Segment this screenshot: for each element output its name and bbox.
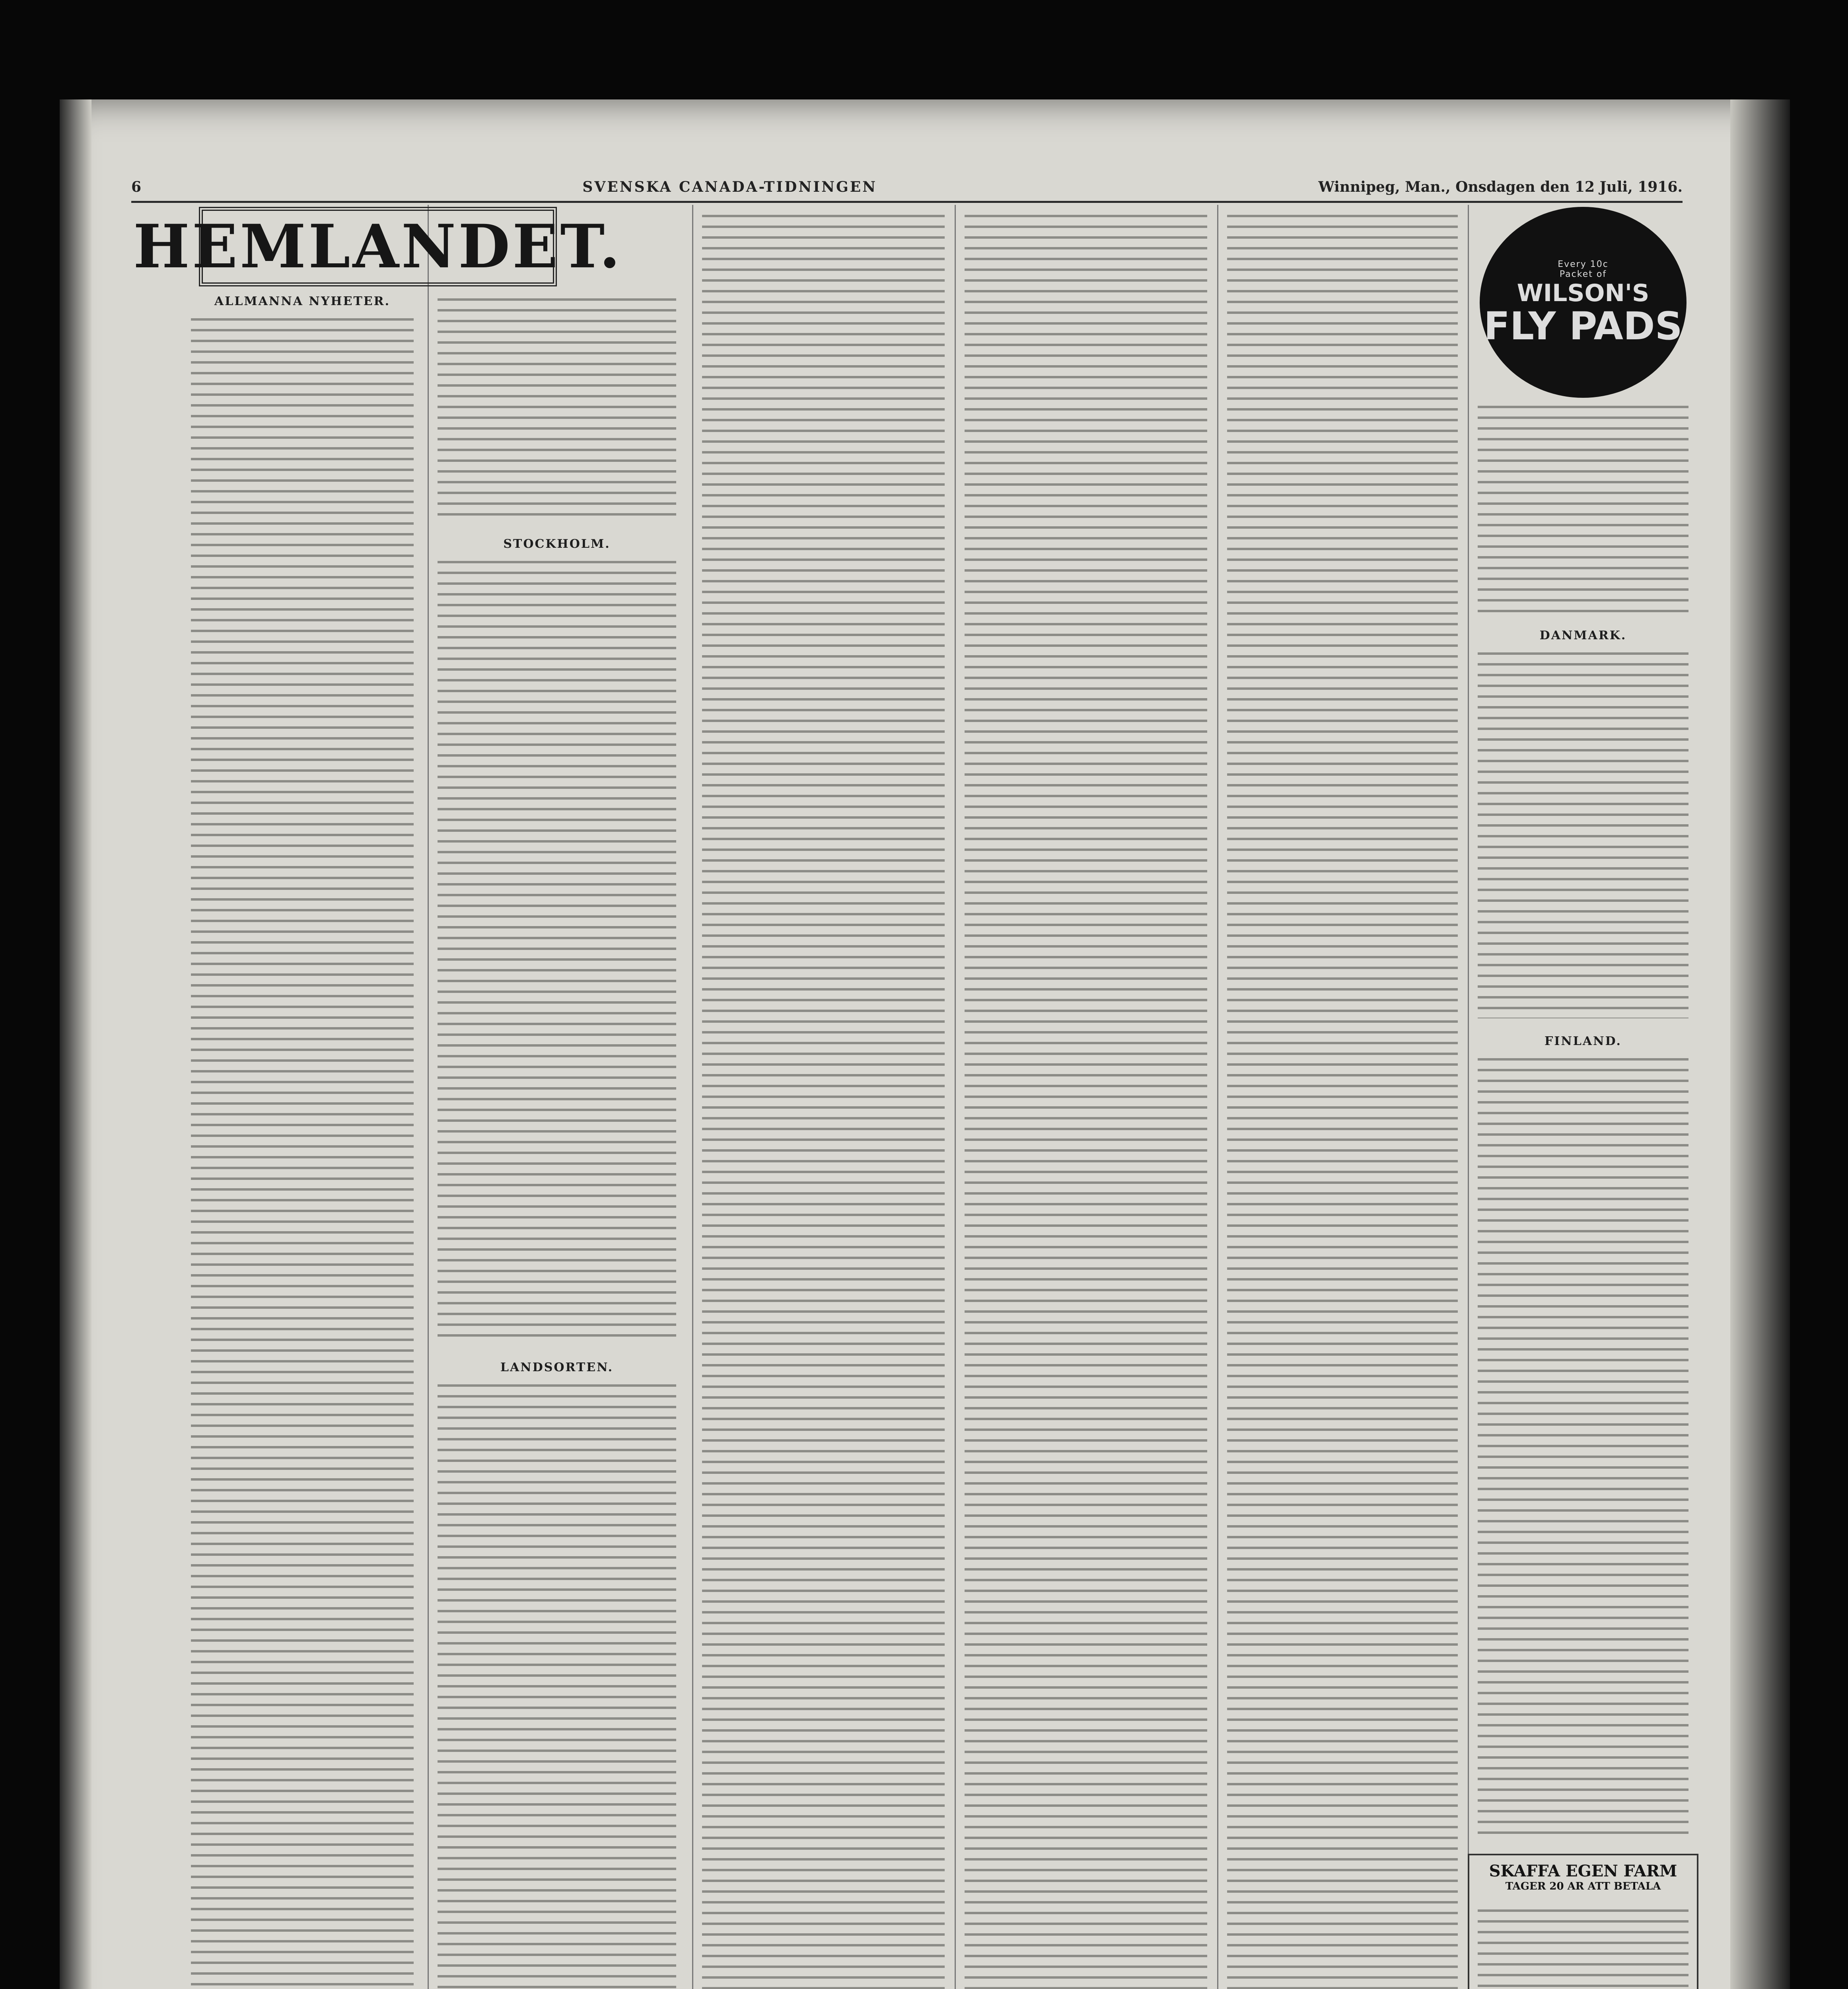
- article-text-column-4: [965, 215, 1207, 1989]
- subhead-finland: FINLAND.: [1545, 1034, 1622, 1048]
- fly-pads-ad: [1480, 207, 1687, 398]
- farm-ad-subheading: TAGER 20 AR ATT BETALA: [1505, 1880, 1661, 1892]
- subhead-danmark: DANMARK.: [1539, 629, 1627, 642]
- article-text-column-3: [702, 215, 945, 1989]
- farm-ad-title: [1468, 1862, 1698, 1892]
- ad-line-2: Packet of: [1559, 269, 1607, 279]
- section-banner-hemlandet: [133, 207, 622, 286]
- ad-product: FLY PADS: [1484, 304, 1683, 348]
- banner-title: HEMLANDET.: [133, 212, 622, 282]
- article-text-column-5-top: [1227, 215, 1458, 1989]
- article-text-column-2-bottom: [438, 1384, 676, 1989]
- film-edge-left: [60, 99, 91, 1989]
- farm-ad-text: [1478, 1909, 1688, 1989]
- subhead-allmanna-nyheter: ALLMANNA NYHETER.: [214, 294, 391, 308]
- ad-caption-text: [1478, 406, 1688, 617]
- masthead-rule: [131, 201, 1683, 203]
- ad-brand: WILSON'S: [1517, 279, 1650, 307]
- farm-ad-heading: SKAFFA EGEN FARM: [1489, 1862, 1677, 1880]
- subhead-stockholm: STOCKHOLM.: [503, 537, 611, 551]
- article-text-finland: [1478, 1058, 1688, 1838]
- article-text-column-2-top: [438, 298, 676, 521]
- column-rule: [1468, 205, 1469, 1989]
- article-text-danmark: [1478, 652, 1688, 1018]
- column-rule: [1217, 205, 1218, 1989]
- film-edge-right: [1730, 99, 1790, 1989]
- column-rule: [428, 205, 429, 1989]
- article-text-column-2-mid: [438, 561, 676, 1337]
- page-number: 6: [131, 179, 142, 195]
- column-rule: [692, 205, 693, 1989]
- column-rule: [955, 205, 956, 1989]
- dateline: Winnipeg, Man., Onsdagen den 12 Juli, 1916.: [1318, 179, 1683, 195]
- article-text-column-1: [191, 318, 414, 1989]
- masthead: [131, 175, 1683, 199]
- paper-title: SVENSKA CANADA-TIDNINGEN: [582, 179, 877, 195]
- subhead-landsorten: LANDSORTEN.: [500, 1360, 614, 1374]
- ad-line-1: Every 10c: [1558, 259, 1609, 269]
